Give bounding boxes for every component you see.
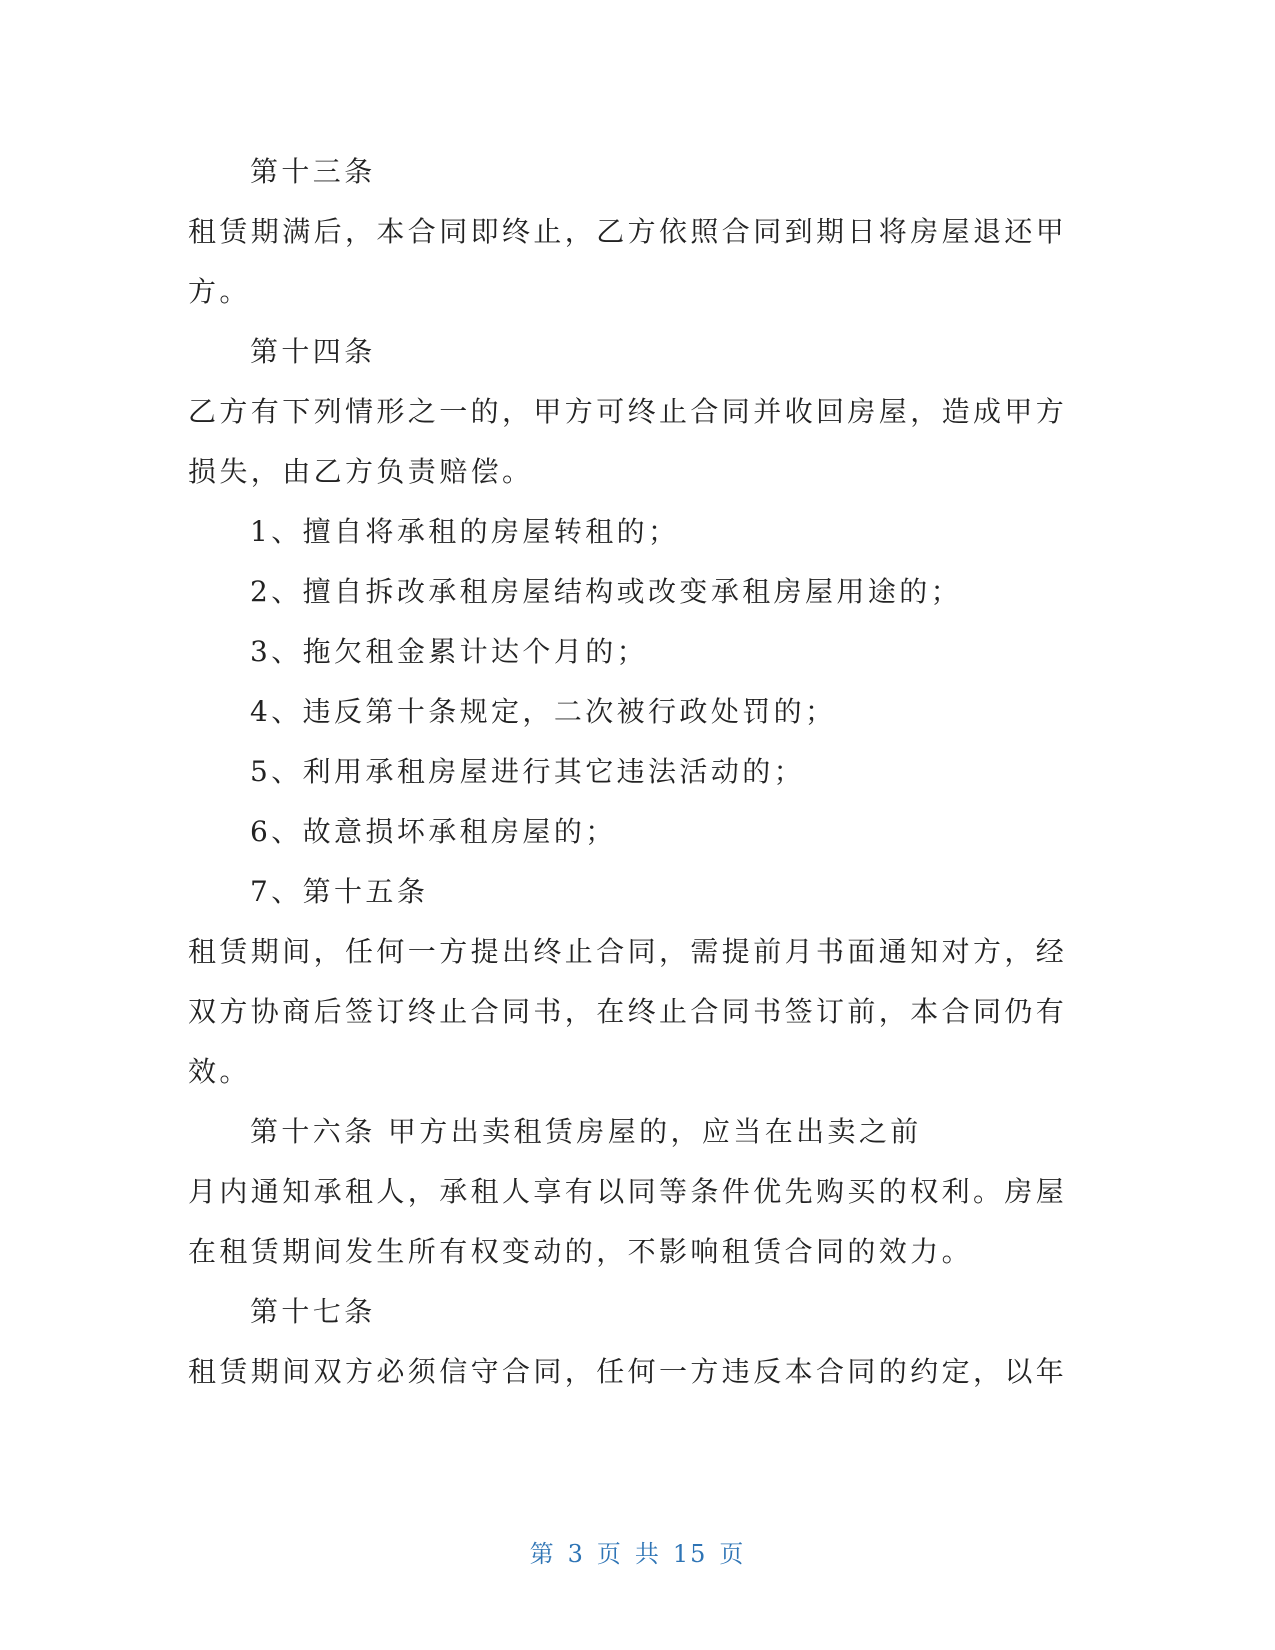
footer-prefix: 第	[529, 1540, 556, 1568]
article-13-heading: 第十三条	[250, 155, 376, 188]
paragraph-line: 租赁期满后，本合同即终止，乙方依照合同到期日将房屋退还甲	[188, 215, 1068, 248]
list-item: 3、拖欠租金累计达个月的；	[250, 635, 649, 668]
list-item: 6、故意损坏承租房屋的；	[250, 815, 617, 848]
footer-suffix: 页	[719, 1540, 746, 1568]
page-footer	[0, 1534, 1275, 1569]
paragraph-line: 双方协商后签订终止合同书，在终止合同书签订前，本合同仍有	[188, 995, 1068, 1028]
total-pages-number: 15	[672, 1540, 708, 1568]
footer-page-word: 页	[596, 1540, 623, 1568]
paragraph-line: 租赁期间双方必须信守合同，任何一方违反本合同的约定，以年	[188, 1355, 1068, 1388]
article-16-heading: 第十六条 甲方出卖租赁房屋的，应当在出卖之前	[250, 1115, 922, 1148]
paragraph-line: 方。	[188, 275, 251, 308]
list-item: 4、违反第十条规定，二次被行政处罚的；	[250, 695, 837, 728]
paragraph-line: 乙方有下列情形之一的，甲方可终止合同并收回房屋，造成甲方	[188, 395, 1068, 428]
paragraph-line: 月内通知承租人，承租人享有以同等条件优先购买的权利。房屋	[188, 1175, 1068, 1208]
footer-total-word: 共	[634, 1540, 661, 1568]
list-item: 2、擅自拆改承租房屋结构或改变承租房屋用途的；	[250, 575, 963, 608]
paragraph-line: 在租赁期间发生所有权变动的，不影响租赁合同的效力。	[188, 1235, 974, 1268]
list-item: 7、第十五条	[250, 875, 429, 908]
document-body	[188, 142, 1068, 1402]
article-17-heading: 第十七条	[250, 1295, 376, 1328]
paragraph-line: 损失，由乙方负责赔偿。	[188, 455, 534, 488]
current-page-number: 3	[567, 1540, 585, 1568]
list-item: 1、擅自将承租的房屋转租的；	[250, 515, 680, 548]
article-14-heading: 第十四条	[250, 335, 376, 368]
paragraph-line: 租赁期间，任何一方提出终止合同，需提前月书面通知对方，经	[188, 935, 1068, 968]
list-item: 5、利用承租房屋进行其它违法活动的；	[250, 755, 806, 788]
paragraph-line: 效。	[188, 1055, 251, 1088]
